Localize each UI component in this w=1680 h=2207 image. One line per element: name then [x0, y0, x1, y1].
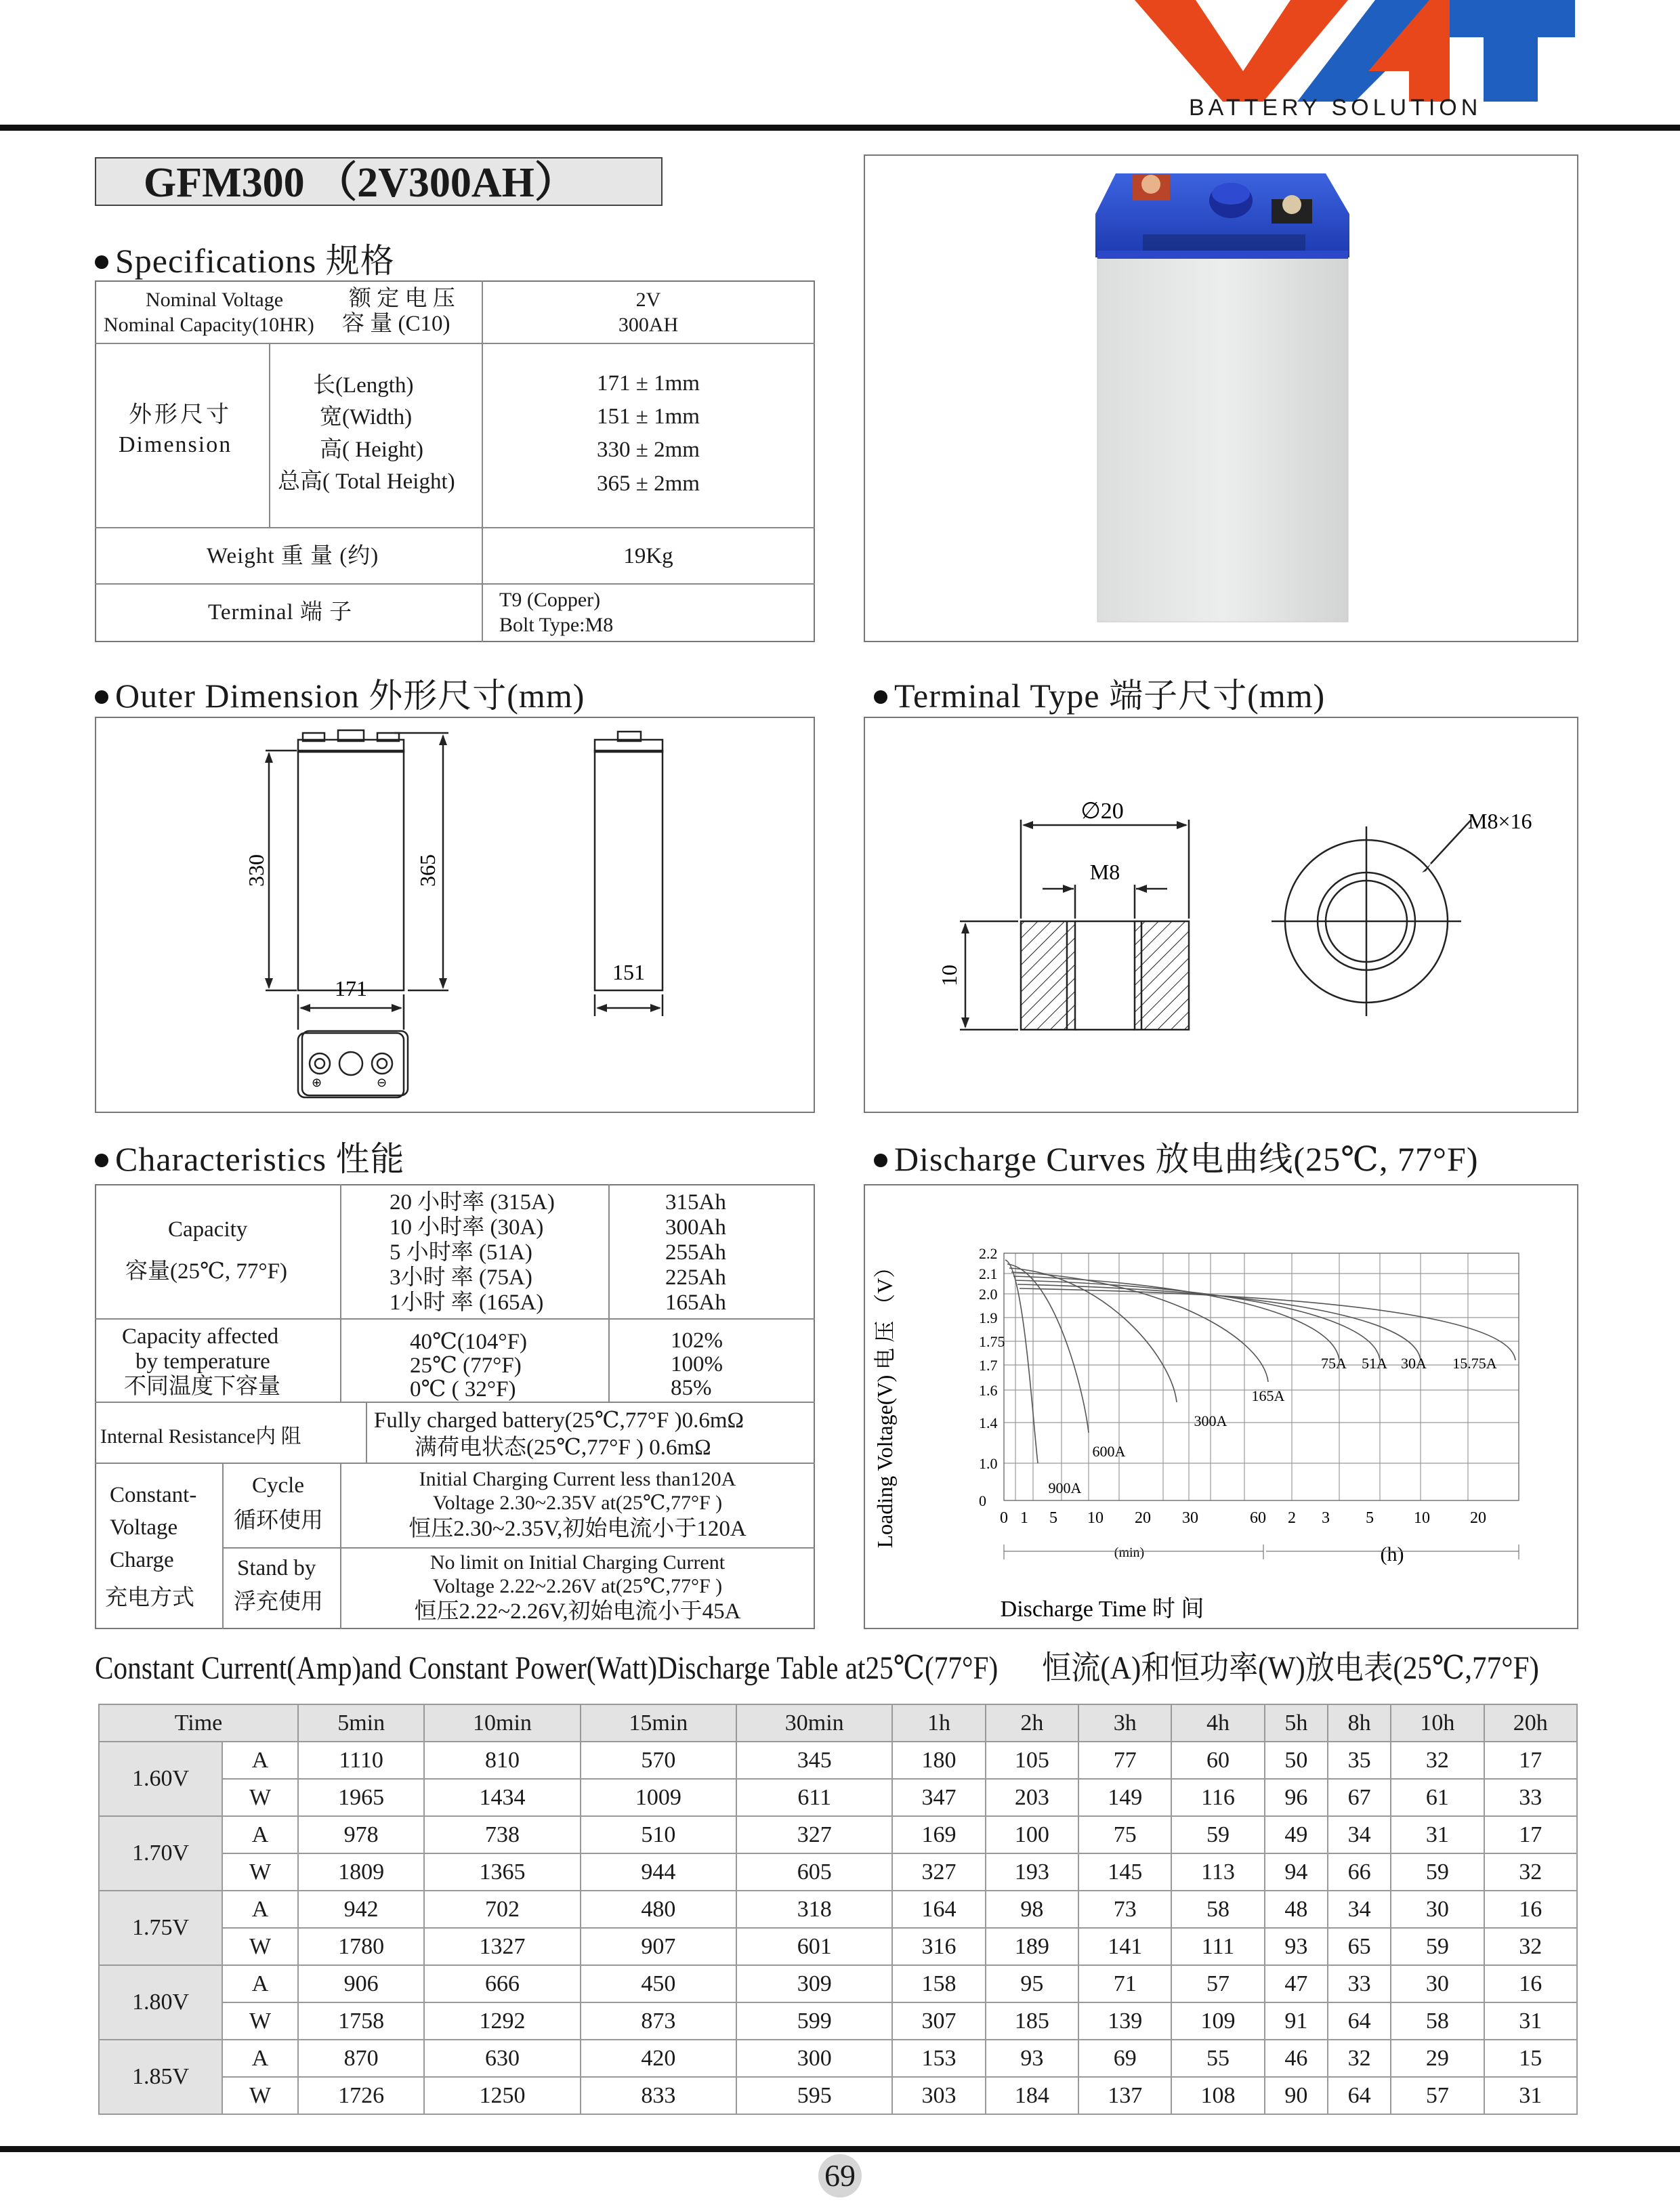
- dim-171-label: 171: [335, 976, 367, 1001]
- value-cell: 32: [1484, 1853, 1577, 1891]
- series-label: 30A: [1401, 1355, 1427, 1372]
- value-cell: 595: [736, 2077, 892, 2114]
- section-outer-dimension: Outer Dimension 外形尺寸(mm): [95, 669, 585, 717]
- table-row: [99, 1816, 1577, 1853]
- value-cell: 1110: [298, 1742, 424, 1779]
- value-cell: 55: [1171, 2040, 1264, 2077]
- rate-value-5h: 255Ah: [665, 1240, 726, 1265]
- voltage-cell: 1.85V: [99, 2040, 222, 2114]
- internal-resistance-label: Internal Resistance内 阻: [100, 1425, 301, 1448]
- value-cell: 189: [986, 1928, 1078, 1965]
- nominal-voltage-cn: 额 定 电 压: [349, 287, 455, 311]
- vat-logo: [1131, 0, 1578, 102]
- y-tick-label: 1.7: [979, 1357, 998, 1374]
- nominal-capacity-cn: 容 量 (C10): [342, 312, 450, 336]
- value-cell: 316: [892, 1928, 985, 1965]
- value-cell: 1726: [298, 2077, 424, 2114]
- constant-voltage-label-1: Constant-: [110, 1483, 197, 1507]
- value-cell: 1009: [581, 1779, 736, 1816]
- value-cell: 96: [1265, 1779, 1328, 1816]
- table-row: [99, 1928, 1577, 1965]
- value-cell: 47: [1265, 1965, 1328, 2002]
- temp-25: 25℃ (77°F): [410, 1353, 522, 1378]
- series-label: 165A: [1251, 1387, 1285, 1404]
- rate-value-1h: 165Ah: [665, 1290, 726, 1315]
- value-cell: 180: [892, 1742, 985, 1779]
- x-tick-label-min: 60: [1250, 1509, 1266, 1527]
- value-cell: 57: [1391, 2077, 1484, 2114]
- rate-value-20h: 315Ah: [665, 1190, 726, 1215]
- section-discharge-curves: Discharge Curves 放电曲线(25℃, 77°F): [874, 1132, 1478, 1181]
- value-cell: 57: [1171, 1965, 1264, 2002]
- time-col-header: 4h: [1171, 1704, 1264, 1742]
- value-cell: 345: [736, 1742, 892, 1779]
- width-label: 宽(Width): [320, 405, 413, 429]
- x-tick-label-h: 2: [1288, 1509, 1296, 1527]
- rate-1h: 1小时 率 (165A): [390, 1290, 544, 1315]
- value-cell: 944: [581, 1853, 736, 1891]
- value-cell: 1434: [424, 1779, 580, 1816]
- temp-0: 0℃ ( 32°F): [410, 1377, 516, 1402]
- temp-40: 40℃(104°F): [410, 1330, 527, 1354]
- cycle-label-cn: 循环使用: [234, 1509, 323, 1533]
- chart-x-unit-min: (min): [1114, 1545, 1145, 1560]
- value-cell: 105: [986, 1742, 1078, 1779]
- footer-rule: [0, 2146, 1680, 2152]
- value-cell: 32: [1391, 1742, 1484, 1779]
- table-row: [99, 2040, 1577, 2077]
- chart-xlabel: Discharge Time 时 间: [1000, 1597, 1204, 1622]
- value-cell: 93: [986, 2040, 1078, 2077]
- value-cell: 873: [581, 2002, 736, 2040]
- standby-text-1: No limit on Initial Charging Current: [429, 1551, 726, 1574]
- value-cell: 605: [736, 1853, 892, 1891]
- value-cell: 94: [1265, 1853, 1328, 1891]
- value-cell: 164: [892, 1891, 985, 1928]
- value-cell: 69: [1078, 2040, 1171, 2077]
- length-value: 171 ± 1mm: [597, 371, 700, 396]
- value-cell: 30: [1391, 1965, 1484, 2002]
- y-tick-label: 0: [979, 1492, 986, 1509]
- series-label: 51A: [1362, 1355, 1387, 1372]
- value-cell: 1327: [424, 1928, 580, 1965]
- discharge-table-title-cn: 恒流(A)和恒功率(W)放电表(25℃,77°F): [1042, 1650, 1539, 1686]
- value-cell: 318: [736, 1891, 892, 1928]
- value-cell: 17: [1484, 1742, 1577, 1779]
- table-row: [99, 1742, 1577, 1779]
- rate-10h: 10 小时率 (30A): [390, 1215, 544, 1240]
- value-cell: 75: [1078, 1816, 1171, 1853]
- discharge-curve: [1015, 1280, 1380, 1360]
- value-cell: 203: [986, 1779, 1078, 1816]
- constant-voltage-label-2: Voltage: [110, 1515, 178, 1540]
- rate-5h: 5 小时率 (51A): [390, 1240, 532, 1265]
- value-cell: 978: [298, 1816, 424, 1853]
- value-cell: 145: [1078, 1853, 1171, 1891]
- voltage-cell: 1.60V: [99, 1742, 222, 1816]
- value-cell: 611: [736, 1779, 892, 1816]
- value-cell: 30: [1391, 1891, 1484, 1928]
- value-cell: 420: [581, 2040, 736, 2077]
- value-cell: 599: [736, 2002, 892, 2040]
- capacity-label: Capacity: [168, 1217, 248, 1242]
- nominal-capacity-label: Nominal Capacity(10HR): [104, 314, 314, 336]
- voltage-cell: 1.70V: [99, 1816, 222, 1891]
- time-col-header: 3h: [1078, 1704, 1171, 1742]
- unit-cell: W: [222, 2002, 298, 2040]
- terminal-d20-label: ∅20: [1080, 799, 1124, 824]
- value-cell: 450: [581, 1965, 736, 2002]
- terminal-height-label: 10: [937, 965, 961, 986]
- value-cell: 149: [1078, 1779, 1171, 1816]
- value-cell: 870: [298, 2040, 424, 2077]
- svg-text:⊕: ⊕: [312, 1076, 322, 1089]
- series-label: 75A: [1321, 1355, 1347, 1372]
- value-cell: 303: [892, 2077, 985, 2114]
- x-tick-label-min: 5: [1049, 1509, 1057, 1527]
- dim-365-label: 365: [415, 854, 440, 887]
- internal-resistance-en: Fully charged battery(25℃,77°F )0.6mΩ: [374, 1408, 744, 1433]
- discharge-curve: [1013, 1276, 1339, 1360]
- value-cell: 59: [1391, 1928, 1484, 1965]
- value-cell: 29: [1391, 2040, 1484, 2077]
- voltage-cell: 1.75V: [99, 1891, 222, 1965]
- value-cell: 738: [424, 1816, 580, 1853]
- value-cell: 702: [424, 1891, 580, 1928]
- value-cell: 31: [1484, 2002, 1577, 2040]
- value-cell: 71: [1078, 1965, 1171, 2002]
- x-tick-label-min: 30: [1182, 1509, 1198, 1527]
- rate-value-10h: 300Ah: [665, 1215, 726, 1240]
- value-cell: 16: [1484, 1891, 1577, 1928]
- value-cell: 58: [1171, 1891, 1264, 1928]
- terminal-m8-label: M8: [1089, 860, 1120, 884]
- time-col-header: 20h: [1484, 1704, 1577, 1742]
- cycle-text-3: 恒压2.30~2.35V,初始电流小于120A: [408, 1517, 747, 1541]
- y-tick-label: 2.2: [979, 1245, 998, 1262]
- time-col-header: 8h: [1328, 1704, 1391, 1742]
- dim-330-label: 330: [244, 854, 268, 887]
- y-tick-label: 1.6: [979, 1382, 998, 1399]
- value-cell: 16: [1484, 1965, 1577, 2002]
- value-cell: 33: [1484, 1779, 1577, 1816]
- time-col-header: 1h: [892, 1704, 985, 1742]
- x-tick-label-min: 10: [1087, 1509, 1104, 1527]
- constant-voltage-label-cn: 充电方式: [105, 1586, 194, 1610]
- series-label: 15.75A: [1452, 1355, 1497, 1372]
- value-cell: 95: [986, 1965, 1078, 2002]
- x-tick-label-h: 20: [1470, 1509, 1486, 1527]
- capacity-cn: 容量(25℃, 77°F): [125, 1259, 287, 1284]
- time-col-header: 15min: [581, 1704, 736, 1742]
- value-cell: 64: [1328, 2077, 1391, 2114]
- value-cell: 35: [1328, 1742, 1391, 1779]
- value-cell: 1780: [298, 1928, 424, 1965]
- y-tick-label: 2.0: [979, 1286, 998, 1303]
- value-cell: 60: [1171, 1742, 1264, 1779]
- chart-x-unit-h: (h): [1380, 1543, 1404, 1565]
- value-cell: 48: [1265, 1891, 1328, 1928]
- value-cell: 59: [1171, 1816, 1264, 1853]
- y-tick-label: 1.9: [979, 1309, 998, 1326]
- terminal-type-frame: [864, 717, 1578, 1113]
- battery-image: [865, 156, 1577, 641]
- discharge-curve: [1020, 1288, 1515, 1360]
- value-cell: 327: [736, 1816, 892, 1853]
- value-cell: 91: [1265, 2002, 1328, 2040]
- series-label: 300A: [1194, 1412, 1227, 1429]
- standby-text-2: Voltage 2.22~2.26V at(25℃,77°F ): [432, 1575, 723, 1597]
- dim-151-label: 151: [612, 960, 645, 984]
- terminal-m8x16-label: M8×16: [1468, 809, 1532, 833]
- unit-cell: A: [222, 1816, 298, 1853]
- temp-value-0: 85%: [671, 1376, 712, 1400]
- value-cell: 1965: [298, 1779, 424, 1816]
- y-tick-label: 1.0: [979, 1455, 998, 1472]
- header-rule: [0, 125, 1680, 131]
- time-col-header: 5min: [298, 1704, 424, 1742]
- value-cell: 34: [1328, 1816, 1391, 1853]
- value-cell: 139: [1078, 2002, 1171, 2040]
- cycle-label: Cycle: [252, 1473, 304, 1498]
- total-height-label: 总高( Total Height): [278, 469, 455, 494]
- value-cell: 73: [1078, 1891, 1171, 1928]
- terminal-value-2: Bolt Type:M8: [499, 614, 614, 636]
- value-cell: 327: [892, 1853, 985, 1891]
- height-value: 330 ± 2mm: [597, 438, 700, 462]
- standby-label-cn: 浮充使用: [234, 1590, 323, 1614]
- nominal-voltage-value: 2V: [635, 289, 661, 311]
- temp-value-40: 102%: [671, 1328, 723, 1353]
- time-col-header: 5h: [1265, 1704, 1328, 1742]
- x-tick-label-min: 1: [1020, 1509, 1028, 1527]
- value-cell: 810: [424, 1742, 580, 1779]
- discharge-curve-chart: [865, 1185, 1577, 1628]
- logo-subtitle: BATTERY SOLUTION: [1189, 95, 1482, 121]
- y-tick-label: 1.4: [979, 1414, 998, 1431]
- series-label: 600A: [1092, 1443, 1126, 1460]
- value-cell: 169: [892, 1816, 985, 1853]
- value-cell: 630: [424, 2040, 580, 2077]
- rate-value-3h: 225Ah: [665, 1265, 726, 1290]
- value-cell: 15: [1484, 2040, 1577, 2077]
- unit-cell: W: [222, 1853, 298, 1891]
- value-cell: 116: [1171, 1779, 1264, 1816]
- total-height-value: 365 ± 2mm: [597, 471, 700, 496]
- value-cell: 137: [1078, 2077, 1171, 2114]
- value-cell: 141: [1078, 1928, 1171, 1965]
- unit-cell: A: [222, 2040, 298, 2077]
- value-cell: 158: [892, 1965, 985, 2002]
- value-cell: 49: [1265, 1816, 1328, 1853]
- value-cell: 66: [1328, 1853, 1391, 1891]
- value-cell: 32: [1484, 1928, 1577, 1965]
- discharge-table: [98, 1704, 1578, 2115]
- value-cell: 67: [1328, 1779, 1391, 1816]
- value-cell: 601: [736, 1928, 892, 1965]
- unit-cell: A: [222, 1891, 298, 1928]
- table-row: [99, 1891, 1577, 1928]
- value-cell: 111: [1171, 1928, 1264, 1965]
- temp-label-2: by temperature: [135, 1349, 270, 1374]
- unit-cell: A: [222, 1742, 298, 1779]
- value-cell: 108: [1171, 2077, 1264, 2114]
- unit-cell: W: [222, 1779, 298, 1816]
- value-cell: 90: [1265, 2077, 1328, 2114]
- table-row: [99, 1965, 1577, 2002]
- value-cell: 59: [1391, 1853, 1484, 1891]
- value-cell: 570: [581, 1742, 736, 1779]
- x-tick-label-h: 5: [1366, 1509, 1374, 1527]
- height-label: 高( Height): [320, 438, 424, 462]
- value-cell: 942: [298, 1891, 424, 1928]
- discharge-curves-frame: [864, 1184, 1578, 1629]
- weight-value: 19Kg: [623, 544, 673, 568]
- dimension-en: Dimension: [119, 432, 232, 457]
- battery-photo-frame: [864, 154, 1578, 642]
- y-tick-label: 1.75: [979, 1333, 1005, 1350]
- rate-3h: 3小时 率 (75A): [390, 1265, 532, 1290]
- value-cell: 1250: [424, 2077, 580, 2114]
- value-cell: 300: [736, 2040, 892, 2077]
- value-cell: 58: [1391, 2002, 1484, 2040]
- svg-text:⊖: ⊖: [377, 1076, 387, 1089]
- nominal-voltage-label: Nominal Voltage: [146, 289, 284, 311]
- value-cell: 184: [986, 2077, 1078, 2114]
- page-number: 69: [818, 2154, 862, 2198]
- unit-cell: A: [222, 1965, 298, 2002]
- value-cell: 185: [986, 2002, 1078, 2040]
- table-row: [99, 1853, 1577, 1891]
- terminal-value-1: T9 (Copper): [499, 589, 601, 611]
- value-cell: 34: [1328, 1891, 1391, 1928]
- temp-label-cn: 不同温度下容量: [124, 1374, 280, 1399]
- value-cell: 113: [1171, 1853, 1264, 1891]
- time-col-header: 10h: [1391, 1704, 1484, 1742]
- time-col-header: 2h: [986, 1704, 1078, 1742]
- temp-label-1: Capacity affected: [122, 1324, 279, 1349]
- value-cell: 193: [986, 1853, 1078, 1891]
- terminal-drawing: [865, 718, 1577, 1112]
- value-cell: 61: [1391, 1779, 1484, 1816]
- unit-cell: W: [222, 1928, 298, 1965]
- standby-text-3: 恒压2.22~2.26V,初始电流小于45A: [414, 1599, 741, 1624]
- value-cell: 307: [892, 2002, 985, 2040]
- value-cell: 98: [986, 1891, 1078, 1928]
- value-cell: 907: [581, 1928, 736, 1965]
- x-tick-label-h: 10: [1414, 1509, 1430, 1527]
- discharge-table-title-en: Constant Current(Amp)and Constant Power(Watt)Discharge Table at25℃(77°F): [95, 1650, 999, 1686]
- value-cell: 1758: [298, 2002, 424, 2040]
- value-cell: 65: [1328, 1928, 1391, 1965]
- cycle-text-2: Voltage 2.30~2.35V at(25℃,77°F ): [432, 1492, 723, 1514]
- section-specifications: Specifications 规格: [95, 234, 395, 282]
- series-label: 900A: [1048, 1479, 1082, 1496]
- value-cell: 347: [892, 1779, 985, 1816]
- x-tick-label-min: 0: [1000, 1509, 1008, 1527]
- value-cell: 33: [1328, 1965, 1391, 2002]
- voltage-cell: 1.80V: [99, 1965, 222, 2040]
- value-cell: 906: [298, 1965, 424, 2002]
- value-cell: 1292: [424, 2002, 580, 2040]
- chart-ylabel: Loading Voltage(V) 电 压 （V）: [873, 1256, 897, 1549]
- value-cell: 510: [581, 1816, 736, 1853]
- x-tick-label-h: 3: [1322, 1509, 1330, 1527]
- width-value: 151 ± 1mm: [597, 404, 700, 429]
- section-terminal-type: Terminal Type 端子尺寸(mm): [874, 669, 1325, 717]
- value-cell: 77: [1078, 1742, 1171, 1779]
- value-cell: 31: [1484, 2077, 1577, 2114]
- value-cell: 153: [892, 2040, 985, 2077]
- nominal-capacity-value: 300AH: [618, 314, 679, 336]
- table-row: [99, 1779, 1577, 1816]
- value-cell: 1365: [424, 1853, 580, 1891]
- time-col-header: 10min: [424, 1704, 580, 1742]
- value-cell: 480: [581, 1891, 736, 1928]
- value-cell: 64: [1328, 2002, 1391, 2040]
- value-cell: 17: [1484, 1816, 1577, 1853]
- length-label: 长(Length): [313, 373, 414, 398]
- time-col-header: 30min: [736, 1704, 892, 1742]
- x-tick-label-min: 20: [1135, 1509, 1151, 1527]
- value-cell: 666: [424, 1965, 580, 2002]
- standby-label: Stand by: [237, 1556, 316, 1580]
- constant-voltage-label-3: Charge: [110, 1548, 174, 1572]
- value-cell: 93: [1265, 1928, 1328, 1965]
- weight-label: Weight 重 量 (约): [207, 544, 379, 568]
- section-characteristics: Characteristics 性能: [95, 1132, 405, 1181]
- outer-dimension-frame: [95, 717, 815, 1113]
- value-cell: 1809: [298, 1853, 424, 1891]
- y-tick-label: 2.1: [979, 1265, 998, 1282]
- value-cell: 309: [736, 1965, 892, 2002]
- product-title: GFM300 （2V300AH）: [95, 157, 663, 206]
- cycle-text-1: Initial Charging Current less than120A: [419, 1468, 736, 1490]
- internal-resistance-cn: 满荷电状态(25℃,77°F ) 0.6mΩ: [415, 1435, 711, 1460]
- rate-20h: 20 小时率 (315A): [390, 1190, 555, 1215]
- value-cell: 100: [986, 1816, 1078, 1853]
- value-cell: 32: [1328, 2040, 1391, 2077]
- table-row: [99, 2077, 1577, 2114]
- value-cell: 31: [1391, 1816, 1484, 1853]
- temp-value-25: 100%: [671, 1352, 723, 1376]
- value-cell: 109: [1171, 2002, 1264, 2040]
- value-cell: 46: [1265, 2040, 1328, 2077]
- table-row: [99, 2002, 1577, 2040]
- value-cell: 50: [1265, 1742, 1328, 1779]
- outer-dimension-drawing: [96, 718, 814, 1112]
- value-cell: 833: [581, 2077, 736, 2114]
- terminal-label: Terminal 端 子: [208, 600, 353, 625]
- dimension-cn: 外形尺寸: [129, 402, 232, 427]
- time-header: Time: [99, 1704, 298, 1742]
- unit-cell: W: [222, 2077, 298, 2114]
- vat-logo-letters: VAT: [1133, 0, 1134, 1]
